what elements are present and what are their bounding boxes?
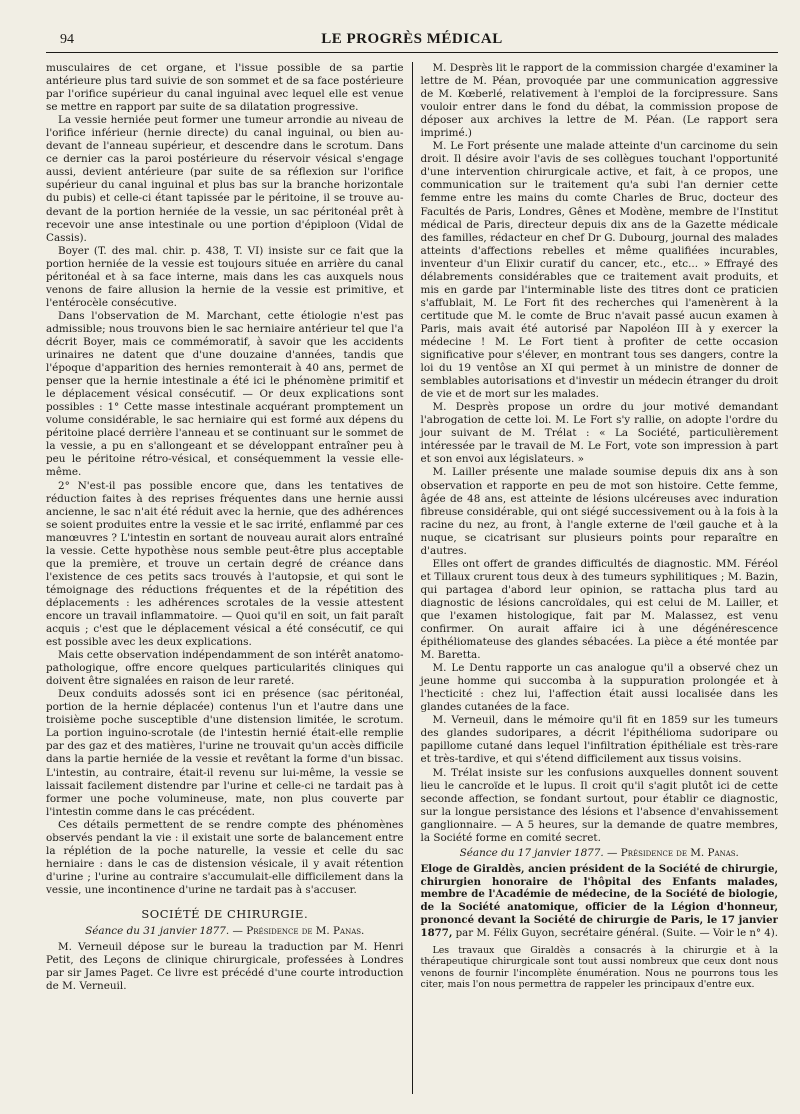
- paragraph: Les travaux que Giraldès a consacrés à la chirurgie et à la thérapeutique chirurgicale sont tout aussi nombreux que ceux dont nous venons de fournir l'incomplète énumération. Nous ne pourrons tous les citer, mais l'on nous permettra de rappeler les principaux d'entre eux.: [420, 944, 779, 991]
- paragraph: Dans l'observation de M. Marchant, cette étiologie n'est pas admissible; nous trouvons bien le sac herniaire antérieur tel que l'a décrit Boyer, mais ce commémoratif, à savoir que les accidents urinaires ne datent que d'une douzaine d'années, tandis que l'époque d'apparition des hernies remonterait à 40 ans, permet de penser que la hernie intestinale a été ici le phénomène primitif et le déplacement vésical consécutif. — Or deux explications sont possibles : 1° Cette masse intestinale acquérant promptement un volume considérable, le sac herniaire qui est formé aux dépens du péritoine placé derrière l'anneau et se continuant sur le sommet de la vessie, a pu en s'allongeant et se développant entraîner peu à peu le péritoine rétro-vésical, et conséquemment la vessie elle-même.: [46, 309, 404, 479]
- text-columns: [46, 62, 778, 1094]
- journal-title: LE PROGRÈS MÉDICAL: [321, 31, 503, 47]
- paragraph: M. Verneuil, dans le mémoire qu'il fit en 1859 sur les tumeurs des glandes sudoripares, a décrit l'épithélioma sudoripare ou papillome cutané dans lequel l'infiltration épithéliale est très-rare et très-tardive, et qui s'étend difficilement aux tissus voisins.: [420, 714, 779, 766]
- paragraph: Mais cette observation indépendamment de son intérêt anatomo-pathologique, offre encore quelques particularités cliniques qui doivent être signalées en raison de leur rareté.: [46, 649, 404, 688]
- paragraph: Elles ont offert de grandes difficultés de diagnostic. MM. Féréol et Tillaux crurent tous deux à des tumeurs syphilitiques ; M. Bazin, qui partagea d'abord leur opinion, se rattacha plus tard au diagnostic de lésions cancroïdales, qui est celui de M. Lailler, et que l'examen histologique, fait par M. Malassez, est venu confirmer. On aurait affaire ici à une dégénérescence épithéliomateuse des glandes sébacées. La pièce a été montée par M. Baretta.: [420, 557, 779, 662]
- session-date: Séance du 17 janvier 1877.: [459, 846, 604, 859]
- eloge-heading: [421, 863, 779, 941]
- right-column: [413, 62, 779, 1094]
- page-header: [46, 30, 778, 53]
- session-president: — Présidence de M. Panas.: [229, 925, 365, 937]
- session-line: [46, 925, 404, 938]
- session-line: [421, 847, 779, 860]
- paragraph: M. Trélat insiste sur les confusions auxquelles donnent souvent lieu le cancroïde et le lupus. Il croit qu'il s'agit plutôt ici de cette seconde affection, se fondant surtout, pour établir ce diagnostic, sur la longue persistance des lésions et l'absence d'envahissement ganglionnaire. — A 5 heures, sur la demande de quatre membres, la Société forme en comité secret.: [420, 766, 779, 844]
- paragraph: Ces détails permettent de se rendre compte des phénomènes observés pendant la vie : il existait une sorte de balancement entre la réplétion de la poche naturelle, la vessie et celle du sac herniaire : dans le cas de distension vésicale, il y avait rétention d'urine ; l'urine au contraire s'accumulait-elle difficilement dans la vessie, une incontinence d'urine ne tardait pas à s'accuser.: [46, 818, 404, 896]
- paragraph: M. Desprès propose un ordre du jour motivé demandant l'abrogation de cette loi. M. Le Fort s'y rallie, on adopte l'ordre du jour suivant de M. Trélat : « La Société, particulièrement intéressée par le travail de M. Le Fort, vote son impression à part et son envoi aux législateurs. »: [420, 401, 779, 466]
- paragraph: Boyer (T. des mal. chir. p. 438, T. VI) insiste sur ce fait que la portion herniée de la vessie est toujours située en arrière du canal péritonéal et à sa face interne, mais dans les cas auxquels nous venons de faire allusion la hernie de la vessie est primitive, et l'entérocèle consécutive.: [46, 244, 404, 309]
- eloge-title: Eloge de Giraldès, ancien président de la Société de chirurgie, chirurgien honoraire de l'hôpital des Enfants malades, membre de l'Académie de médecine, de la Société de biologie, de la Société anatomique, officier de la Légion d'honneur, prononcé devant la Société de chirurgie de Paris, le 17 janvier 1877,: [420, 862, 779, 939]
- paragraph: La vessie herniée peut former une tumeur arrondie au niveau de l'orifice inférieur (hernie directe) du canal inguinal, ou bien au-devant de l'anneau supérieur, et descendre dans le scrotum. Dans ce dernier cas la paroi postérieure du réservoir vésical s'engage aussi, devient antérieure (par suite de sa réflexion sur l'orifice supérieur du canal inguinal et plus bas sur la branche horizontale du pubis) et celle-ci étant tapissée par le péritoine, il se trouve au-devant de la portion herniée de la vessie, un sac péritonéal prêt à recevoir une anse intestinale ou une portion d'épiploon (Vidal de Cassis).: [46, 114, 404, 244]
- paragraph: musculaires de cet organe, et l'issue possible de sa partie antérieure plus tard suivie de son sommet et de sa face postérieure par l'orifice supérieur du canal inguinal avec lequel elle est venue se mettre en rapport par suite de sa dilatation progressive.: [46, 62, 404, 114]
- paragraph: M. Desprès lit le rapport de la commission chargée d'examiner la lettre de M. Péan, provoquée par une communication aggressive de M. Kœberlé, relativement à l'emploi de la forcipressure. Sans vouloir entrer dans le fond du débat, la commission propose de déposer aux archives la lettre de M. Péan. (Le rapport sera imprimé.): [420, 62, 779, 140]
- paragraph: M. Verneuil dépose sur le bureau la traduction par M. Henri Petit, des Leçons de clinique chirurgicale, professées à Londres par sir James Paget. Ce livre est précédé d'une courte introduction de M. Verneuil.: [46, 941, 404, 993]
- paragraph: Deux conduits adossés sont ici en présence (sac péritonéal, portion de la hernie déplacée) contenus l'un et l'autre dans une troisième poche susceptible d'une distension limitée, le scrotum. La portion inguino-scrotale (de l'intestin hernié était-elle remplie par des gaz et des matières, l'urine ne trouvait qu'un accès difficile dans la partie herniée de la vessie et revêtant la forme d'un bissac. L'intestin, au contraire, était-il revenu sur lui-même, la vessie se laissait facilement distendre par l'urine et celle-ci ne tardait pas à former une poche volumineuse, mate, non plus couverte par l'intestin comme dans le cas précédent.: [46, 688, 404, 818]
- left-column: [46, 62, 412, 1094]
- paragraph: M. Le Dentu rapporte un cas analogue qu'il a observé chez un jeune homme qui succomba à la suppuration prolongée et à l'hecticité : chez lui, l'affection était aussi localisée dans les glandes cutanées de la face.: [420, 662, 779, 714]
- paragraph: M. Lailler présente une malade soumise depuis dix ans à son observation et rapporte en peu de mot son histoire. Cette femme, âgée de 48 ans, est atteinte de lésions ulcéreuses avec induration fibreuse considérable, qui ont siégé successivement ou à la fois à la racine du nez, au front, à l'angle externe de l'œil gauche et à la nuque, se cicatrisant sur plusieurs points pour reparaître en d'autres.: [420, 466, 779, 557]
- paragraph: 2° N'est-il pas possible encore que, dans les tentatives de réduction faites à des reprises fréquentes dans une hernie aussi ancienne, le sac n'ait été réduit avec la hernie, que des adhérences se soient produites entre la vessie et le sac irrité, enflammé par ces manœuvres ? L'intestin en sortant de nouveau aurait alors entraîné la vessie. Cette hypothèse nous semble peut-être plus acceptable que la première, et trouve un certain degré de créance dans l'existence de ces petits sacs trouvés à l'autopsie, et qui sont le témoignage des réductions fréquentes et de la répétition des déplacements : les adhérences scrotales de la vessie attestent encore un travail inflammatoire. — Quoi qu'il en soit, un fait paraît acquis ; c'est que le déplacement vésical a été consécutif, ce qui est possible avec les deux explications.: [46, 479, 404, 649]
- page-number: 94: [60, 32, 74, 47]
- society-title: SOCIÉTÉ DE CHIRURGIE.: [141, 907, 309, 921]
- eloge-byline: par M. Félix Guyon, secrétaire général. (Suite. — Voir le n° 4).: [452, 927, 778, 939]
- paragraph: M. Le Fort présente une malade atteinte d'un carcinome du sein droit. Il désire avoir l'avis de ses collègues touchant l'opportunité d'une intervention chirurgicale active, et fait, à ce propos, une communication sur le traitement qu'a subi l'an dernier cette femme entre les mains du comte Charles de Bruc, docteur des Facultés de Paris, Londres, Gênes et Modène, membre de l'Institut médical de Paris, directeur depuis dix ans de la Gazette médicale des familles, rédacteur en chef Dr G. Dubourg, journal des malades atteints d'affections rebelles et même qualifiées incurables, inventeur d'un Elixir curatif du cancer, etc., etc... » Effrayé des délabrements considérables que ce traitement avait produits, et mis en garde par l'interminable liste des titres dont ce praticien s'affublait, M. Le Fort fit des recherches qui l'amenèrent à la certitude que M. le comte de Bruc n'avait passé aucun examen à Paris, mais avait été autorisé par Napoléon III à y exercer la médecine ! M. Le Fort tient à profiter de cette occasion significative pour s'élever, en montrant tous ses dangers, contre la loi du 19 ventôse an XI qui permet à un ministre de donner de semblables autorisations et d'investir un médecin étranger du droit de vie et de mort sur les malades.: [420, 140, 779, 401]
- session-president: — Présidence de M. Panas.: [603, 846, 739, 859]
- session-date: Séance du 31 janvier 1877.: [85, 925, 230, 937]
